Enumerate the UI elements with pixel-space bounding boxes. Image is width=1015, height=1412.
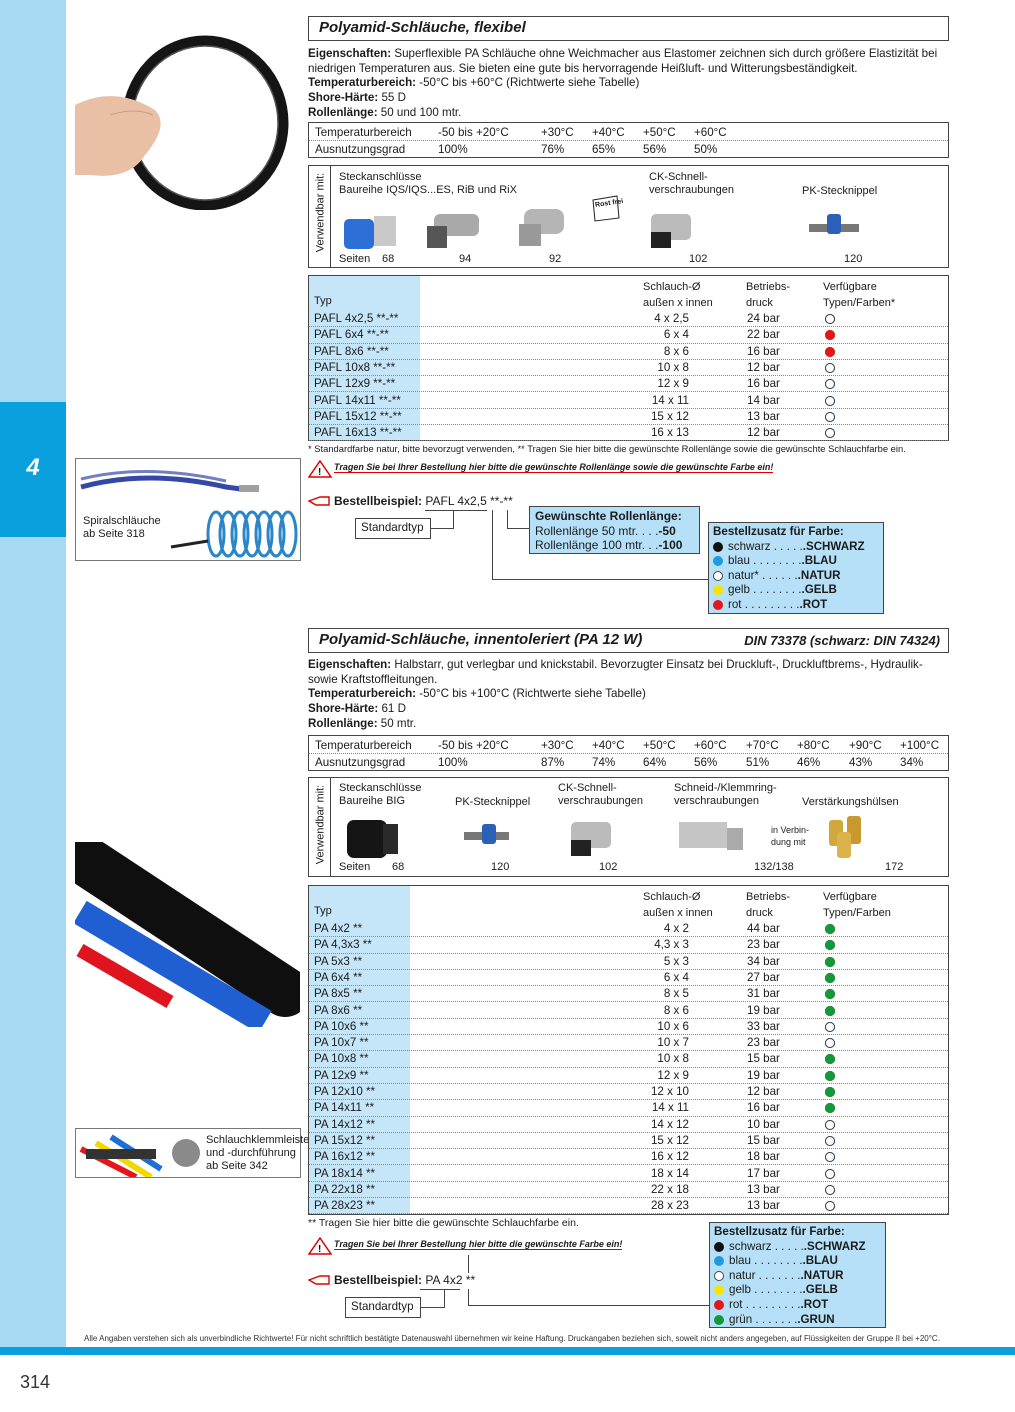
- size-cell: 12 x 9: [657, 1068, 689, 1082]
- size-cell: 12 x 10: [650, 1085, 689, 1098]
- color-name: grün . . . . . . .: [729, 1312, 798, 1326]
- size-cell: 10 x 8: [657, 1052, 689, 1066]
- color-dot: [825, 924, 835, 934]
- color-code: .GRUN: [797, 1312, 835, 1326]
- section1-order-example: Bestellbeispiel: PAFL 4x2,5 **-**: [334, 494, 513, 508]
- pressure-cell: 10 bar: [747, 1117, 780, 1131]
- color-dot: [825, 428, 835, 438]
- color-name: rot . . . . . . . . .: [729, 1297, 801, 1311]
- table-row[interactable]: [309, 1133, 948, 1149]
- type-cell: PA 6x4 **: [314, 970, 363, 984]
- color-dot: [714, 1271, 724, 1281]
- color-option: [714, 1269, 881, 1284]
- table-row[interactable]: [309, 311, 948, 327]
- color-name: gelb . . . . . . . .: [729, 1283, 803, 1297]
- pressure-cell: 34 bar: [747, 954, 780, 968]
- color-dot: [713, 542, 723, 552]
- color-option: [714, 1254, 881, 1269]
- type-cell: PA 16x12 **: [314, 1150, 376, 1164]
- size-cell: 22 x 18: [650, 1182, 689, 1196]
- color-dot: [825, 1152, 835, 1162]
- color-dot: [825, 973, 835, 983]
- type-cell: PA 10x6 **: [314, 1019, 369, 1033]
- type-cell: PA 28x23 **: [314, 1199, 376, 1213]
- pressure-cell: 19 bar: [747, 1068, 780, 1082]
- type-cell: PA 4,3x3 **: [314, 938, 372, 952]
- color-dot: [825, 1201, 835, 1211]
- pressure-cell: 33 bar: [747, 1019, 780, 1033]
- color-dot: [825, 1136, 835, 1146]
- pressure-cell: 12 bar: [747, 360, 780, 374]
- pressure-cell: 17 bar: [747, 1166, 780, 1180]
- color-name: blau . . . . . . . .: [729, 1254, 803, 1268]
- section1-usable-with: Verwendbar mit: Steckanschlüsse Baureihe IQS/IQS...ES, RiB und RiX CK-Schnell- verschraubungen PK-Stecknippel Rost frei Seiten 68 94 92 102 120: [308, 165, 949, 268]
- roll-length-box: Gewünschte Rollenlänge: Rollenlänge 50 mtr. . . .-50 Rollenlänge 100 mtr. . .-100: [529, 506, 700, 554]
- table-row[interactable]: [309, 986, 948, 1002]
- color-code: .ROT: [800, 1297, 829, 1311]
- pressure-cell: 12 bar: [747, 1085, 780, 1098]
- size-cell: 12 x 9: [657, 377, 689, 391]
- pa-hoses-photo: [75, 842, 300, 1027]
- table-row[interactable]: [309, 1166, 948, 1182]
- size-cell: 10 x 7: [657, 1036, 689, 1050]
- type-cell: PA 5x3 **: [314, 954, 363, 968]
- type-cell: PAFL 16x13 **-**: [314, 426, 402, 440]
- table-row[interactable]: [309, 1100, 948, 1116]
- section2-footnote: ** Tragen Sie hier bitte die gewünschte Schlauchfarbe ein.: [308, 1217, 579, 1229]
- svg-text:!: !: [318, 1244, 322, 1255]
- table-row[interactable]: [309, 360, 948, 376]
- table-row[interactable]: [309, 327, 948, 343]
- section1-warning: ! Tragen Sie bei Ihrer Bestellung hier bitte die gewünschte Rollenlänge sowie die gewünschte Farbe ein!: [308, 460, 727, 478]
- size-cell: 4,3 x 3: [654, 938, 689, 952]
- size-cell: 28 x 23: [650, 1199, 689, 1213]
- table-row[interactable]: [309, 1084, 948, 1100]
- color-name: natur . . . . . . .: [729, 1268, 801, 1282]
- table-row[interactable]: [309, 1019, 948, 1035]
- color-name: schwarz . . . . .: [729, 1239, 804, 1253]
- color-dot: [713, 585, 723, 595]
- color-option: [714, 1240, 881, 1255]
- table-row[interactable]: [309, 937, 948, 953]
- pressure-cell: 16 bar: [747, 344, 780, 358]
- fittings-photos-2: [339, 814, 929, 864]
- color-dot: [825, 330, 835, 340]
- color-dot: [825, 347, 835, 357]
- table-row[interactable]: [309, 1051, 948, 1067]
- pressure-cell: 23 bar: [747, 938, 780, 952]
- type-cell: PA 14x12 **: [314, 1117, 376, 1131]
- pressure-cell: 15 bar: [747, 1052, 780, 1066]
- table-row[interactable]: [309, 393, 948, 409]
- pointing-hand-icon: [308, 494, 330, 508]
- type-cell: PAFL 6x4 **-**: [314, 328, 389, 342]
- color-option: [713, 554, 879, 569]
- table-row[interactable]: [309, 954, 948, 970]
- color-code: .BLAU: [802, 1254, 838, 1268]
- color-option: [713, 569, 879, 584]
- type-cell: PA 12x10 **: [314, 1085, 376, 1098]
- size-cell: 18 x 14: [650, 1166, 689, 1180]
- color-name: natur* . . . . . .: [728, 568, 798, 582]
- section2-temp-table: Temperaturbereich -50 bis +20°C +30°C +40°C +50°C +60°C +70°C +80°C +90°C +100°C Ausnutzungsgrad 100% 87% 74% 64% 56% 51% 46% 43% 34%: [308, 735, 949, 771]
- pressure-cell: 23 bar: [747, 1036, 780, 1050]
- color-code: .BLAU: [801, 554, 837, 568]
- size-cell: 8 x 6: [663, 344, 689, 358]
- clamp-strip-panel[interactable]: [75, 1128, 310, 1178]
- type-cell: PA 14x11 **: [314, 1101, 375, 1115]
- color-dot: [714, 1315, 724, 1325]
- pressure-cell: 16 bar: [747, 1101, 780, 1115]
- table-row[interactable]: [309, 1003, 948, 1019]
- pressure-cell: 31 bar: [747, 987, 780, 1001]
- table-row[interactable]: [309, 1198, 948, 1214]
- size-cell: 14 x 11: [651, 393, 689, 407]
- color-dot: [825, 1120, 835, 1130]
- size-cell: 14 x 12: [650, 1117, 689, 1131]
- clamp-strip-note: Schlauchklemmleiste und -durchführung ab Seite 342: [206, 1134, 310, 1172]
- section2-product-table: Typ Schlauch-Ø außen x innen Betriebs- druck Verfügbare Typen/Farben PA 4x2 ** 4 x 2 44 bar PA 4,3x3 ** 4,3 x 3 23 bar PA 5x3 ** 5 x 3 34 bar PA 6x4 ** 6 x 4 27 bar PA 8x5 ** 8 x 5 31 bar PA 8x6 ** 8 x 6 19 bar PA 10x6 ** 10 x 6 33 bar PA 10x7 ** 10 x 7 23 bar PA 10x8 ** 10 x 8 15 bar PA 12x9 ** 12 x 9 19 bar PA 12x10 ** 12 x 10 12 bar PA 14x11 ** 14 x 11 16 bar PA 14x12 ** 14 x 12 10 bar PA 15x12 ** 15 x 12 15 bar PA 16x12 ** 16 x 12 18 bar PA 18x14 ** 18 x 14 17 bar PA 22x18 ** 22 x 18 13 bar PA 28x23 ** 28 x 23 13 bar: [308, 885, 949, 1215]
- color-code: .SCHWARZ: [802, 539, 865, 553]
- color-dot: [825, 1006, 835, 1016]
- pressure-cell: 19 bar: [747, 1003, 780, 1017]
- section2-warning: ! Tragen Sie bei Ihrer Bestellung hier bitte die gewünschte Farbe ein!: [308, 1237, 598, 1255]
- size-cell: 6 x 4: [663, 328, 689, 342]
- table-row[interactable]: [309, 970, 948, 986]
- table-row[interactable]: [309, 1035, 948, 1051]
- color-code: .NATUR: [797, 568, 841, 582]
- color-name: gelb . . . . . . . .: [728, 583, 802, 597]
- pressure-cell: 44 bar: [747, 922, 780, 935]
- pressure-cell: 13 bar: [747, 1199, 780, 1213]
- pointing-hand-icon-2: [308, 1273, 330, 1287]
- chapter-sidebar: [0, 0, 66, 1348]
- type-cell: PA 18x14 **: [314, 1166, 376, 1180]
- section2-title: Polyamid-Schläuche, innentoleriert (PA 12 W) DIN 73378 (schwarz: DIN 74324): [308, 628, 949, 653]
- table-row[interactable]: [309, 409, 948, 425]
- color-dot: [825, 314, 835, 324]
- section1-color-box: Bestellzusatz für Farbe: schwarz . . . . ..SCHWARZ blau . . . . . . . ..BLAU natur* . . . . . ..NATUR gelb . . . . . . . ..GELB rot . . . . . . . . ..ROT: [708, 522, 884, 614]
- color-name: schwarz . . . . .: [728, 539, 803, 553]
- size-cell: 8 x 5: [663, 987, 689, 1001]
- size-cell: 8 x 6: [663, 1003, 689, 1017]
- color-dot: [825, 1071, 835, 1081]
- standard-type-label-2: Standardtyp: [345, 1297, 421, 1318]
- pressure-cell: 24 bar: [747, 312, 780, 325]
- section1-footnote: * Standardfarbe natur, bitte bevorzugt verwenden, ** Tragen Sie hier bitte die gewünschte Rollenlänge sowie die gewünschte Schlauchfarbe ein.: [308, 443, 906, 454]
- table-row[interactable]: [309, 344, 948, 360]
- color-code: .ROT: [799, 597, 828, 611]
- section2-order-example: Bestellbeispiel: PA 4x2 **: [334, 1273, 476, 1287]
- section1-properties: Eigenschaften: Superflexible PA Schläuche ohne Weichmacher aus Elastomer zeichnen sich durch größere Elastizität bei niedrigen Temperaturen aus. Sie bieten eine gute bis hervorragende Heißluft- und Witterungsbeständigkeit. Temperaturbereich: -50°C bis +60°C (Richtwerte siehe Tabelle) Shore-Härte: 55 D Rollenlänge: 50 und 100 mtr.: [308, 47, 938, 119]
- size-cell: 4 x 2,5: [654, 312, 689, 325]
- pressure-cell: 12 bar: [747, 426, 780, 440]
- table-row[interactable]: [309, 1182, 948, 1198]
- color-dot: [825, 379, 835, 389]
- type-cell: PAFL 15x12 **-**: [314, 409, 402, 423]
- color-option: [713, 540, 879, 555]
- color-dot: [714, 1300, 724, 1310]
- type-cell: PA 12x9 **: [314, 1068, 369, 1082]
- section2-color-box: Bestellzusatz für Farbe: schwarz . . . . ..SCHWARZ blau . . . . . . . ..BLAU natur . . . . . . ..NATUR gelb . . . . . . . ..GELB rot . . . . . . . . ..ROT grün . . . . . . ..GRUN: [709, 1222, 886, 1328]
- table-row[interactable]: [309, 1117, 948, 1133]
- color-code: .GELB: [801, 583, 837, 597]
- color-dot: [825, 1022, 835, 1032]
- color-dot: [825, 1038, 835, 1048]
- section2-usable-with: Verwendbar mit: Steckanschlüsse Baureihe BIG PK-Stecknippel CK-Schnell- verschraubungen Schneid-/Klemmring- verschraubungen Verstärkungshülsen in Verbin- dung mit Seiten 68 120 102 132/138 172: [308, 777, 949, 877]
- color-dot: [825, 957, 835, 967]
- color-option: [713, 583, 879, 598]
- color-dot: [825, 1185, 835, 1195]
- section2-properties: Eigenschaften: Halbstarr, gut verlegbar und knickstabil. Bevorzugter Einsatz bei Druckluft-, Druckluftbrems-, Hydraulik- sowie Kraftstoffleitungen. Temperaturbereich: -50°C bis +100°C (Richtwerte siehe Tabelle) Shore-Härte: 61 D Rollenlänge: 50 mtr.: [308, 658, 923, 730]
- table-row[interactable]: [309, 376, 948, 392]
- color-dot: [713, 571, 723, 581]
- type-cell: PA 8x5 **: [314, 987, 363, 1001]
- fittings-photos: [339, 204, 929, 254]
- type-cell: PA 8x6 **: [314, 1003, 363, 1017]
- color-dot: [714, 1285, 724, 1295]
- color-dot: [825, 1169, 835, 1179]
- pressure-cell: 13 bar: [747, 409, 780, 423]
- pressure-cell: 16 bar: [747, 377, 780, 391]
- color-option: [714, 1298, 881, 1313]
- size-cell: 5 x 3: [663, 954, 689, 968]
- pressure-cell: 13 bar: [747, 1182, 780, 1196]
- type-cell: PA 10x8 **: [314, 1052, 369, 1066]
- disclaimer: Alle Angaben verstehen sich als unverbindliche Richtwerte! Für nicht schriftlich bestätigte Datenauswahl übernehmen wir keine Haftung. Druckangaben beziehen sich, soweit nicht anders angegeben, auf Flüssigkeiten der Gruppe II bei +20°C.: [84, 1334, 940, 1343]
- warning-icon-2: [308, 1237, 332, 1255]
- color-dot: [825, 1087, 835, 1097]
- color-name: blau . . . . . . . .: [728, 554, 802, 568]
- type-cell: PA 10x7 **: [314, 1036, 369, 1050]
- color-dot: [713, 556, 723, 566]
- color-dot: [825, 1103, 835, 1113]
- color-code: .NATUR: [800, 1268, 844, 1282]
- color-name: rot . . . . . . . . .: [728, 597, 800, 611]
- color-dot: [825, 412, 835, 422]
- bottom-rule: [0, 1347, 1015, 1355]
- spiral-hose-note: Spiralschläuche ab Seite 318: [83, 515, 161, 540]
- pressure-cell: 15 bar: [747, 1133, 780, 1147]
- section1-product-table: Typ Schlauch-Ø außen x innen Betriebs- druck Verfügbare Typen/Farben* PAFL 4x2,5 **-** 4 x 2,5 24 bar PAFL 6x4 **-** 6 x 4 22 bar PAFL 8x6 **-** 8 x 6 16 bar PAFL 10x8 **-** 10 x 8 12 bar PAFL 12x9 **-** 12 x 9 16 bar PAFL 14x11 **-** 14 x 11 14 bar PAFL 15x12 **-** 15 x 12 13 bar PAFL 16x13 **-** 16 x 13 12 bar: [308, 275, 949, 441]
- color-code: .GELB: [802, 1283, 838, 1297]
- size-cell: 6 x 4: [663, 970, 689, 984]
- size-cell: 14 x 11: [651, 1101, 689, 1115]
- type-cell: PA 22x18 **: [314, 1182, 376, 1196]
- section1-temp-table: Temperaturbereich -50 bis +20°C +30°C +40°C +50°C +60°C Ausnutzungsgrad 100% 76% 65% 56% 50%: [308, 122, 949, 158]
- type-cell: PAFL 14x11 **-**: [314, 393, 401, 407]
- type-cell: PAFL 10x8 **-**: [314, 360, 396, 374]
- type-cell: PAFL 12x9 **-**: [314, 377, 396, 391]
- table-row[interactable]: [309, 921, 948, 937]
- standard-type-label: Standardtyp: [355, 518, 431, 539]
- spiral-hose-panel[interactable]: [75, 458, 301, 561]
- warning-icon: [308, 460, 332, 478]
- pressure-cell: 18 bar: [747, 1150, 780, 1164]
- color-option: [714, 1313, 881, 1328]
- table-row[interactable]: [309, 1068, 948, 1084]
- spiral-hose-photo: [76, 459, 300, 560]
- size-cell: 16 x 13: [650, 426, 689, 440]
- color-dot: [825, 363, 835, 373]
- size-cell: 15 x 12: [650, 409, 689, 423]
- color-dot: [714, 1242, 724, 1252]
- clamp-strip-photo: [76, 1129, 206, 1177]
- pressure-cell: 22 bar: [747, 328, 780, 342]
- size-cell: 15 x 12: [650, 1133, 689, 1147]
- table-row[interactable]: [309, 1149, 948, 1165]
- type-cell: PAFL 8x6 **-**: [314, 344, 389, 358]
- color-dot: [714, 1256, 724, 1266]
- color-dot: [825, 396, 835, 406]
- section1-title: Polyamid-Schläuche, flexibel: [308, 16, 949, 41]
- size-cell: 4 x 2: [663, 922, 689, 935]
- size-cell: 10 x 6: [657, 1019, 689, 1033]
- color-code: .SCHWARZ: [803, 1239, 866, 1253]
- type-cell: PAFL 4x2,5 **-**: [314, 312, 399, 325]
- page-number: 314: [20, 1372, 51, 1392]
- size-cell: 16 x 12: [650, 1150, 689, 1164]
- color-option: [713, 598, 879, 613]
- color-option: [714, 1283, 881, 1298]
- type-cell: PA 4x2 **: [314, 922, 363, 935]
- svg-text:!: !: [318, 467, 322, 478]
- color-dot: [825, 940, 835, 950]
- din-label: DIN 73378 (schwarz: DIN 74324): [744, 633, 940, 648]
- color-dot: [825, 1054, 835, 1064]
- chapter-tab[interactable]: 4: [0, 402, 66, 537]
- table-row[interactable]: [309, 425, 948, 441]
- flexible-hose-photo: [75, 15, 300, 210]
- color-dot: [825, 989, 835, 999]
- pressure-cell: 14 bar: [747, 393, 780, 407]
- type-cell: PA 15x12 **: [314, 1133, 376, 1147]
- color-dot: [713, 600, 723, 610]
- pressure-cell: 27 bar: [747, 970, 780, 984]
- size-cell: 10 x 8: [657, 360, 689, 374]
